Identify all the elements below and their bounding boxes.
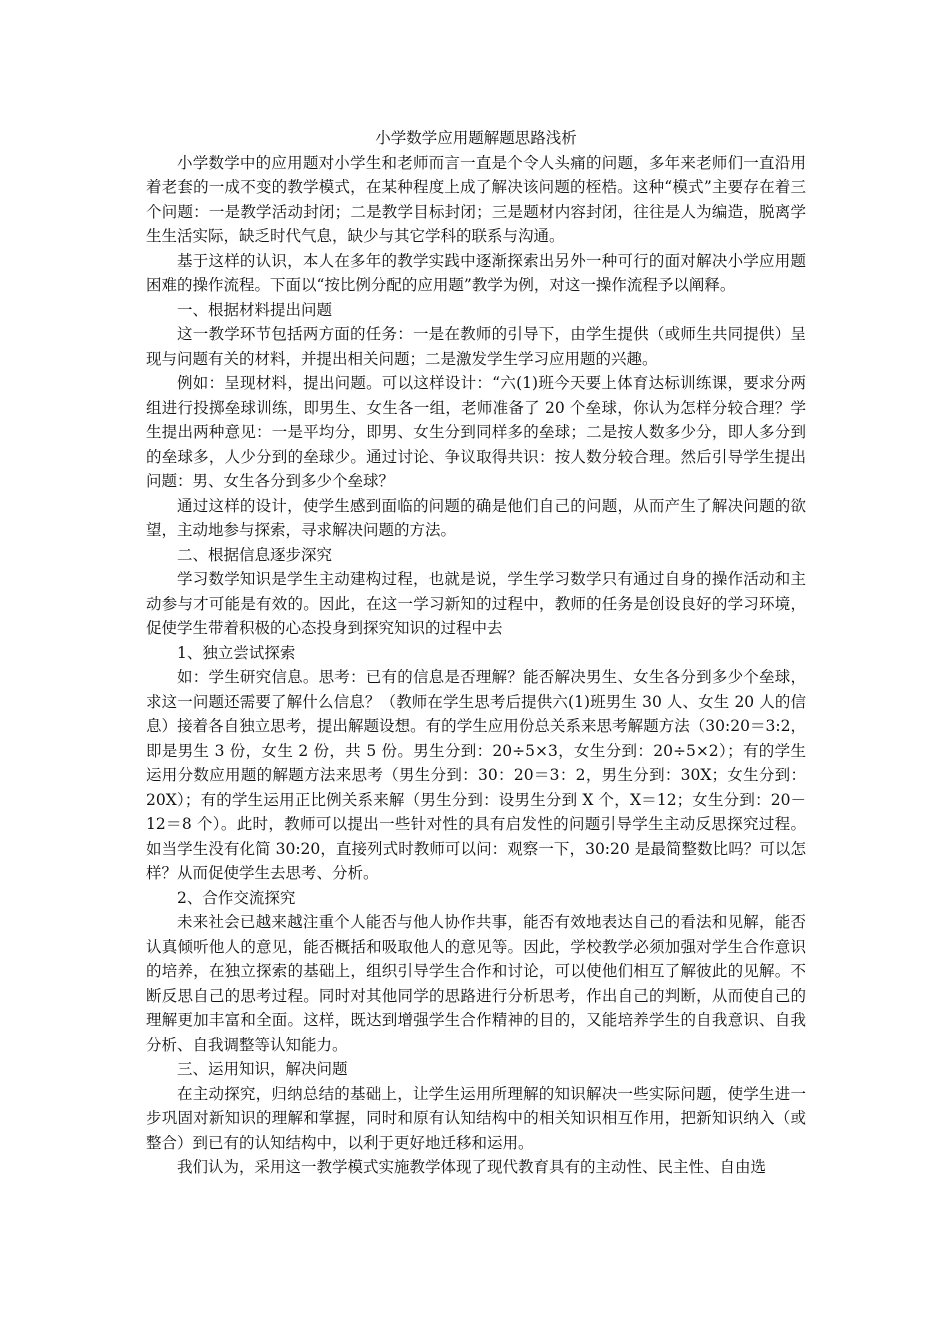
subsection-heading-2: 2、合作交流探究 (177, 888, 296, 907)
section-heading-3: 三、运用知识，解决问题 (177, 1060, 348, 1078)
paragraph: 例如：呈现材料，提出问题。可以这样设计：“六(1)班今天要上体育达标训练课，要求分两组进行投掷垒球训练，即男生、女生各一组，老师准备了 20 个垒球，你认为怎样分较合理？学生提出两种意见：一是平均分，即男、女生分到同样多的垒球；二是按人数多少分，即人多分到的垒球多，人少分到的垒球少。通过讨论、争议取得共识：按人数分较合理。然后引导学生提出问题：男、女生各分到多少个垒球？ (146, 374, 806, 490)
paragraph: 学习数学知识是学生主动建构过程，也就是说，学生学习数学只有通过自身的操作活动和主动参与才可能是有效的。因此，在这一学习新知的过程中，教师的任务是创设良好的学习环境，促使学生带着积极的心态投身到探究知识的过程中去 (146, 570, 806, 637)
paragraph-truncated: 我们认为，采用这一教学模式实施教学体现了现代教育具有的主动性、民主性、自由选 (177, 1158, 767, 1176)
subsection-heading-1: 1、独立尝试探索 (177, 643, 296, 662)
paragraph-intro-2: 基于这样的认识，本人在多年的教学实践中逐渐探索出另外一种可行的面对解决小学应用题困难的操作流程。下面以“按比例分配的应用题”教学为例，对这一操作流程予以阐释。 (146, 251, 806, 294)
document-page (146, 126, 806, 1180)
paragraph: 这一教学环节包括两方面的任务：一是在教师的引导下，由学生提供（或师生共同提供）呈现与问题有关的材料，并提出相关问题；二是激发学生学习应用题的兴趣。 (146, 325, 806, 368)
section-heading-2: 二、根据信息逐步深究 (177, 545, 333, 564)
paragraph: 通过这样的设计，使学生感到面临的问题的确是他们自己的问题，从而产生了解决问题的欲望，主动地参与探索，寻求解决问题的方法。 (146, 496, 806, 539)
paragraph-intro-1: 小学数学中的应用题对小学生和老师而言一直是个令人头痛的问题，多年来老师们一直沿用着老套的一成不变的教学模式，在某种程度上成了解决该问题的桎梏。这种“模式”主要存在着三个问题：一是教学活动封闭；二是教学目标封闭；三是题材内容封闭，往往是人为编造，脱离学生生活实际，缺乏时代气息，缺少与其它学科的联系与沟通。 (146, 153, 806, 245)
section-heading-1: 一、根据材料提出问题 (177, 300, 333, 319)
paragraph: 如：学生研究信息。思考：已有的信息是否理解？能否解决男生、女生各分到多少个垒球，求这一问题还需要了解什么信息？（教师在学生思考后提供六(1)班男生 30 人、女生 20 人的信息）接着各自独立思考，提出解题设想。有的学生应用份总关系来思考解题方法（30:20＝3:2，即是男生 3 份，女生 2 份，共 5 份。男生分到：20÷5×3，女生分到：20÷5×2）；有的学生运用分数应用题的解题方法来思考（男生分到：30：20＝3：2，男生分到：30X；女生分到：20X）；有的学生运用正比例关系来解（男生分到：设男生分到 X 个，X＝12；女生分到：20－12＝8 个）。此时，教师可以提出一些针对性的具有启发性的问题引导学生主动反思探究过程。如当学生没有化简 30:20，直接列式时教师可以问：观察一下，30:20 是最简整数比吗？可以怎样？从而促使学生去思考、分析。 (146, 668, 806, 882)
paragraph: 在主动探究，归纳总结的基础上，让学生运用所理解的知识解决一些实际问题，使学生进一步巩固对新知识的理解和掌握，同时和原有认知结构中的相关知识相互作用，把新知识纳入（或整合）到已有的认知结构中，以利于更好地迁移和运用。 (146, 1084, 806, 1152)
document-title: 小学数学应用题解题思路浅析 (375, 129, 577, 147)
paragraph: 未来社会已越来越注重个人能否与他人协作共事，能否有效地表达自己的看法和见解，能否认真倾听他人的意见，能否概括和吸取他人的意见等。因此，学校教学必须加强对学生合作意识的培养，在独立探索的基础上，组织引导学生合作和讨论，可以使他们相互了解彼此的见解。不断反思自己的思考过程。同时对其他同学的思路进行分析思考，作出自己的判断，从而使自己的理解更加丰富和全面。这样，既达到增强学生合作精神的目的，又能培养学生的自我意识、自我分析、自我调整等认知能力。 (146, 913, 806, 1054)
